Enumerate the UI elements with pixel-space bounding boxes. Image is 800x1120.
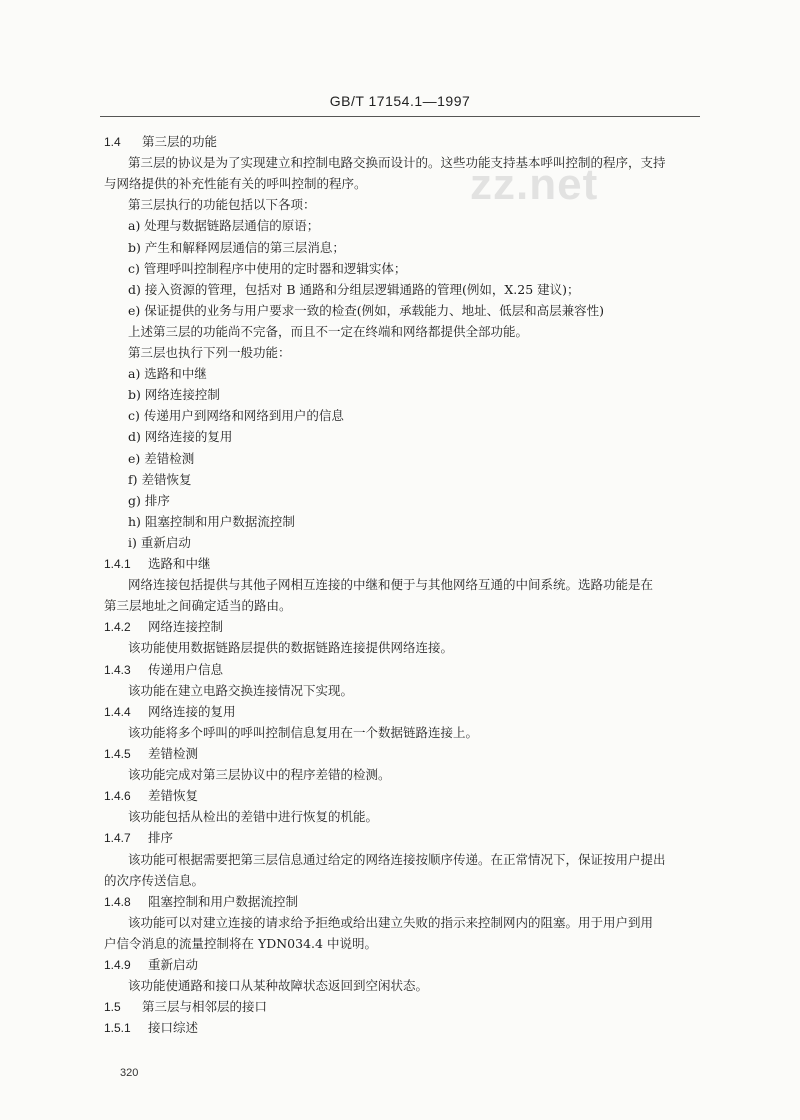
section-number: 1.4.4 bbox=[104, 705, 131, 719]
list-item: d) 接入资源的管理，包括对 B 通路和分组层逻辑通路的管理(例如，X.25 建议)； bbox=[128, 282, 580, 297]
section-1-4-8-heading bbox=[104, 894, 298, 910]
section-number: 1.4.7 bbox=[104, 831, 131, 845]
section-1-4-2-heading bbox=[104, 619, 223, 635]
section-number: 1.4.9 bbox=[104, 958, 131, 972]
paragraph-line: 该功能使用数据链路层提供的数据链路连接提供网络连接。 bbox=[128, 640, 454, 655]
paragraph-line: 网络连接包括提供与其他子网相互连接的中继和便于与其他网络互通的中间系统。选路功能是在 bbox=[128, 577, 654, 592]
header-rule bbox=[100, 116, 700, 117]
section-1-5-1-heading bbox=[104, 1020, 198, 1036]
section-title: 阻塞控制和用户数据流控制 bbox=[148, 894, 299, 909]
list-item: d) 网络连接的复用 bbox=[128, 429, 233, 444]
paragraph-line: 该功能使通路和接口从某种故障状态返回到空闲状态。 bbox=[128, 978, 429, 993]
section-title: 排序 bbox=[148, 830, 174, 845]
section-number: 1.4.5 bbox=[104, 747, 131, 761]
list-item: c) 管理呼叫控制程序中使用的定时器和逻辑实体； bbox=[128, 261, 407, 276]
section-title: 第三层的功能 bbox=[142, 134, 218, 149]
section-1-4-9-heading bbox=[104, 957, 198, 973]
section-number: 1.4 bbox=[104, 135, 121, 149]
paragraph-line: 的次序传送信息。 bbox=[104, 873, 205, 888]
page-number: 320 bbox=[120, 1067, 139, 1079]
section-title: 网络连接控制 bbox=[148, 619, 224, 634]
section-1-4-3-heading bbox=[104, 662, 223, 678]
section-number: 1.4.6 bbox=[104, 789, 131, 803]
section-1-4-4-heading bbox=[104, 704, 236, 720]
section-1-5-heading bbox=[104, 999, 267, 1015]
section-number: 1.4.1 bbox=[104, 557, 131, 571]
paragraph-line: 该功能在建立电路交换连接情况下实现。 bbox=[128, 683, 354, 698]
section-number: 1.5 bbox=[104, 1000, 121, 1014]
list-item: e) 保证提供的业务与用户要求一致的检查(例如，承载能力、地址、低层和高层兼容性) bbox=[128, 303, 605, 318]
section-1-4-7-heading bbox=[104, 830, 173, 846]
section-title: 差错恢复 bbox=[148, 788, 199, 803]
paragraph-line: 该功能将多个呼叫的呼叫控制信息复用在一个数据链路连接上。 bbox=[128, 725, 479, 740]
list-item: b) 产生和解释网层通信的第三层消息； bbox=[128, 240, 345, 255]
section-number: 1.5.1 bbox=[104, 1021, 131, 1035]
section-title: 网络连接的复用 bbox=[148, 704, 236, 719]
section-number: 1.4.8 bbox=[104, 895, 131, 909]
list-item: i) 重新启动 bbox=[128, 535, 191, 550]
section-title: 第三层与相邻层的接口 bbox=[142, 999, 268, 1014]
section-title: 选路和中继 bbox=[148, 556, 211, 571]
paragraph-line: 该功能可根据需要把第三层信息通过给定的网络连接按顺序传递。在正常情况下，保证按用户提出 bbox=[128, 852, 666, 867]
list-item: h) 阻塞控制和用户数据流控制 bbox=[128, 514, 295, 529]
list-item: g) 排序 bbox=[128, 493, 170, 508]
section-title: 接口综述 bbox=[148, 1020, 199, 1035]
paragraph-line: 第三层的协议是为了实现建立和控制电路交换而设计的。这些功能支持基本呼叫控制的程序，支持 bbox=[128, 155, 666, 170]
section-title: 差错检测 bbox=[148, 746, 199, 761]
section-title: 传递用户信息 bbox=[148, 662, 224, 677]
paragraph-line: 第三层执行的功能包括以下各项： bbox=[128, 197, 316, 212]
section-1-4-1-heading bbox=[104, 556, 211, 572]
paragraph-line: 与网络提供的补充性能有关的呼叫控制的程序。 bbox=[104, 176, 367, 191]
section-1-4-5-heading bbox=[104, 746, 198, 762]
watermark-text: zz.net bbox=[470, 160, 599, 209]
list-item: f) 差错恢复 bbox=[128, 472, 192, 487]
paragraph-line: 该功能完成对第三层协议中的程序差错的检测。 bbox=[128, 767, 391, 782]
list-item: a) 处理与数据链路层通信的原语； bbox=[128, 218, 320, 233]
list-item: e) 差错检测 bbox=[128, 451, 195, 466]
paragraph-line: 第三层地址之间确定适当的路由。 bbox=[104, 598, 292, 613]
section-number: 1.4.2 bbox=[104, 620, 131, 634]
section-title: 重新启动 bbox=[148, 957, 199, 972]
section-1-4-heading bbox=[104, 134, 217, 150]
list-item: c) 传递用户到网络和网络到用户的信息 bbox=[128, 408, 344, 423]
paragraph-line: 该功能包括从检出的差错中进行恢复的机能。 bbox=[128, 809, 379, 824]
paragraph-line: 上述第三层的功能尚不完备，而且不一定在终端和网络都提供全部功能。 bbox=[128, 324, 529, 339]
paragraph-line: 第三层也执行下列一般功能： bbox=[128, 345, 291, 360]
list-item: a) 选路和中继 bbox=[128, 366, 207, 381]
page-header: GB/T 17154.1—1997 bbox=[329, 93, 471, 109]
paragraph-line: 户信令消息的流量控制将在 YDN034.4 中说明。 bbox=[104, 936, 377, 951]
list-item: b) 网络连接控制 bbox=[128, 387, 220, 402]
section-number: 1.4.3 bbox=[104, 663, 131, 677]
section-1-4-6-heading bbox=[104, 788, 198, 804]
paragraph-line: 该功能可以对建立连接的请求给予拒绝或给出建立失败的指示来控制网内的阻塞。用于用户到用 bbox=[128, 915, 654, 930]
